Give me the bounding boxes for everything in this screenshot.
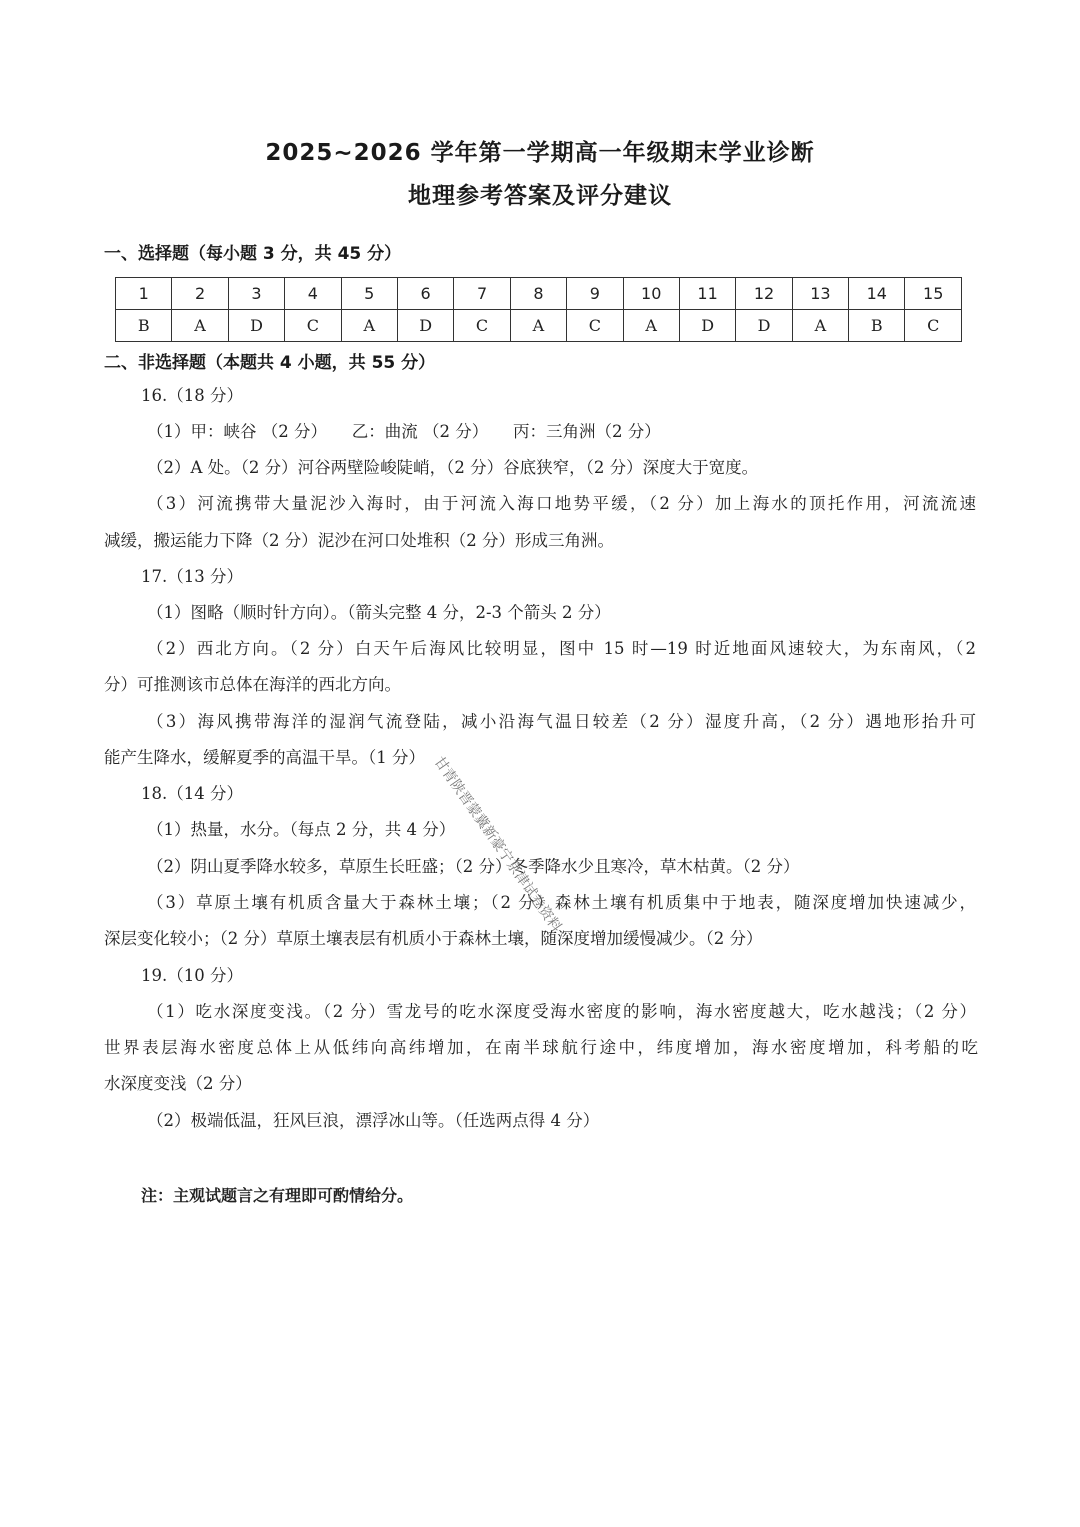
question-number: 4: [285, 278, 341, 310]
question-number: 1: [116, 278, 172, 310]
q19-answer-1: （1）吃水深度变浅。（2 分）雪龙号的吃水深度受海水密度的影响，海水密度越大，吃水越浅；（2 分）: [147, 1002, 976, 1021]
section-1-heading: 一、选择题（每小题 3 分，共 45 分）: [104, 244, 402, 264]
q16-heading: 16.（18 分）: [141, 386, 243, 405]
answer-cell: D: [679, 310, 735, 342]
answer-cell: A: [172, 310, 228, 342]
answer-cell: C: [285, 310, 341, 342]
section-2-heading: 二、非选择题（本题共 4 小题，共 55 分）: [104, 353, 436, 373]
q19-answer-1-end: 水深度变浅（2 分）: [104, 1074, 252, 1093]
q16-answer-3-cont: 减缓，搬运能力下降（2 分）泥沙在河口处堆积（2 分）形成三角洲。: [104, 531, 614, 550]
q19-heading: 19.（10 分）: [141, 966, 243, 985]
grading-note: 注：主观试题言之有理即可酌情给分。: [141, 1186, 414, 1205]
q17-answer-3-cont: 能产生降水，缓解夏季的高温干旱。（1 分）: [104, 748, 425, 767]
q19-answer-2: （2）极端低温，狂风巨浪，漂浮冰山等。（任选两点得 4 分）: [147, 1111, 600, 1130]
answer-cell: C: [454, 310, 510, 342]
q16-answer-1: （1）甲：峡谷 （2 分） 乙：曲流 （2 分） 丙：三角洲（2 分）: [147, 422, 661, 441]
answer-cell: B: [116, 310, 172, 342]
question-number: 11: [679, 278, 735, 310]
page-subtitle: 地理参考答案及评分建议: [408, 183, 672, 209]
question-number: 13: [792, 278, 848, 310]
q17-answer-2: （2）西北方向。（2 分）白天午后海风比较明显，图中 15 时—19 时近地面风速较大，为东南风，（2: [147, 639, 976, 658]
q16-answer-2: （2）A 处。（2 分）河谷两壁险峻陡峭，（2 分）谷底狭窄，（2 分）深度大于宽度。: [147, 458, 759, 477]
answer-cell: A: [623, 310, 679, 342]
answer-table-answer-row: [116, 310, 962, 342]
q17-answer-2-cont: 分）可推测该市总体在海洋的西北方向。: [104, 675, 401, 694]
question-number: 8: [510, 278, 566, 310]
q17-answer-1: （1）图略（顺时针方向）。（箭头完整 4 分，2-3 个箭头 2 分）: [147, 603, 611, 622]
question-number: 5: [341, 278, 397, 310]
q16-answer-3: （3）河流携带大量泥沙入海时，由于河流入海口地势平缓，（2 分）加上海水的顶托作用，河流流速: [147, 494, 976, 513]
q17-heading: 17.（13 分）: [141, 567, 243, 586]
answer-cell: A: [510, 310, 566, 342]
answer-cell: C: [567, 310, 623, 342]
q19-answer-1-cont: 世界表层海水密度总体上从低纬向高纬增加，在南半球航行途中，纬度增加，海水密度增加，科考船的吃: [104, 1038, 978, 1057]
answer-cell: D: [736, 310, 792, 342]
answer-cell: B: [849, 310, 905, 342]
question-number: 10: [623, 278, 679, 310]
q18-heading: 18.（14 分）: [141, 784, 243, 803]
watermark: 甘青陕晋蒙冀新豪宁京津试卷资料: [430, 753, 565, 936]
question-number: 2: [172, 278, 228, 310]
question-number: 12: [736, 278, 792, 310]
q18-answer-3-cont: 深层变化较小；（2 分）草原土壤表层有机质小于森林土壤，随深度增加缓慢减少。（2 分）: [104, 929, 763, 948]
q17-answer-3: （3）海风携带海洋的湿润气流登陆，减小沿海气温日较差（2 分）湿度升高，（2 分）遇地形抬升可: [147, 712, 976, 731]
answer-table-number-row: [116, 278, 962, 310]
question-number: 15: [905, 278, 962, 310]
question-number: 14: [849, 278, 905, 310]
q18-answer-3: （3）草原土壤有机质含量大于森林土壤；（2 分）森林土壤有机质集中于地表，随深度增加快速减少，: [147, 893, 976, 912]
question-number: 7: [454, 278, 510, 310]
question-number: 3: [228, 278, 284, 310]
answer-cell: A: [341, 310, 397, 342]
page-title: 2025~2026 学年第一学期高一年级期末学业诊断: [265, 140, 815, 166]
question-number: 9: [567, 278, 623, 310]
answer-cell: C: [905, 310, 962, 342]
question-number: 6: [397, 278, 453, 310]
answer-cell: D: [397, 310, 453, 342]
answer-cell: A: [792, 310, 848, 342]
q18-answer-2: （2）阴山夏季降水较多，草原生长旺盛；（2 分）冬季降水少且寒冷，草木枯黄。（2 分）: [147, 857, 800, 876]
q18-answer-1: （1）热量，水分。（每点 2 分，共 4 分）: [147, 820, 456, 839]
answer-table: [115, 277, 962, 342]
answer-cell: D: [228, 310, 284, 342]
